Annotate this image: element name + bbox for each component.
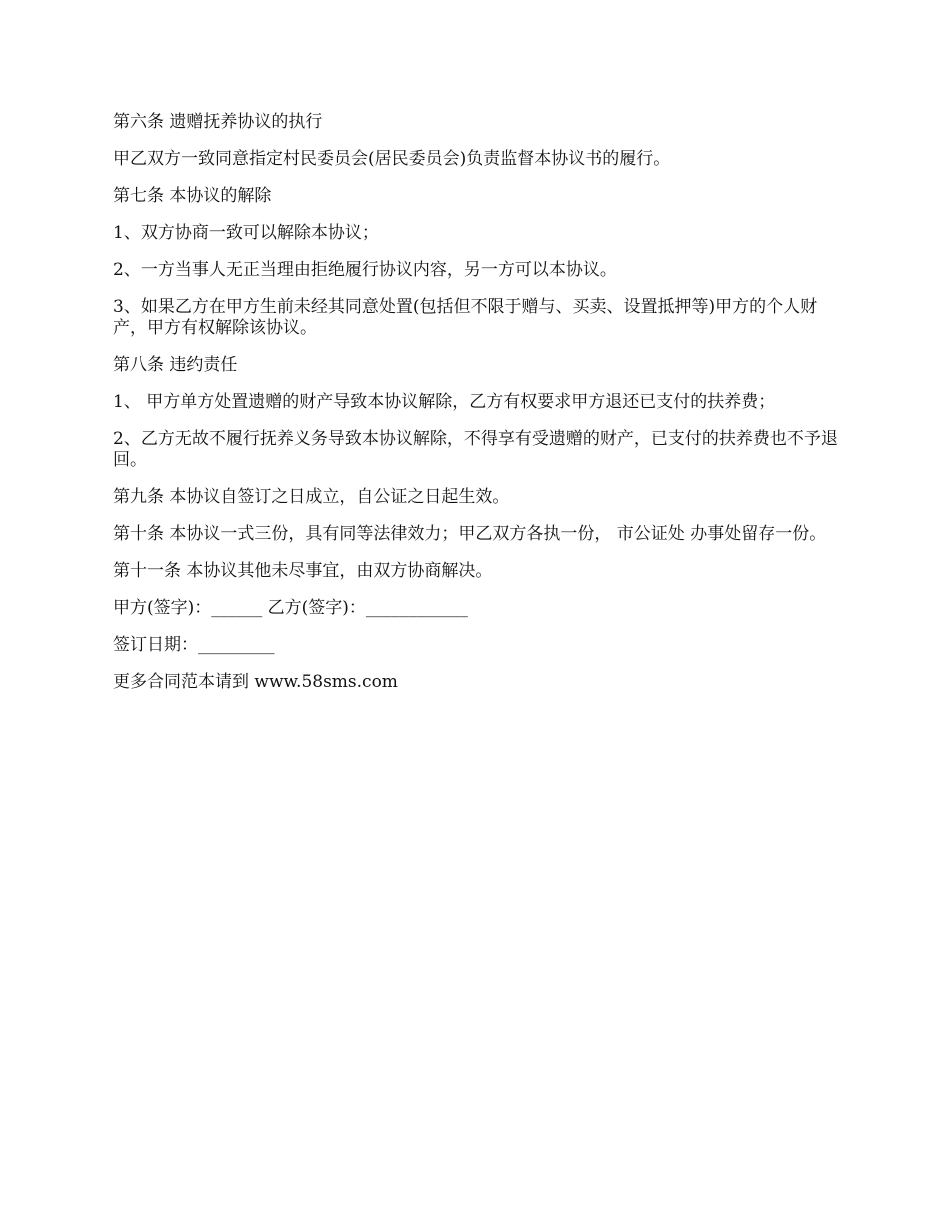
article-6-heading: 第六条 遗赠抚养协议的执行 <box>113 112 323 132</box>
article-7-item-2: 2、一方当事人无正当理由拒绝履行协议内容，另一方可以本协议。 <box>113 260 617 280</box>
article-7-item-3: 3、如果乙方在甲方生前未经其同意处置(包括但不限于赠与、买卖、设置抵押等)甲方的个人财产，甲方有权解除该协议。 <box>113 297 818 338</box>
article-8-item-2: 2、乙方无故不履行抚养义务导致本协议解除，不得享有受遗赠的财产，已支付的扶养费也不予退回。 <box>113 429 838 470</box>
article-7-heading: 第七条 本协议的解除 <box>113 186 272 206</box>
document-body <box>113 112 843 709</box>
article-8-item-1: 1、 甲方单方处置遗赠的财产导致本协议解除，乙方有权要求甲方退还已支付的扶养费； <box>113 392 776 412</box>
article-7-item-1: 1、双方协商一致可以解除本协议； <box>113 223 379 243</box>
article-6-text: 甲乙双方一致同意指定村民委员会(居民委员会)负责监督本协议书的履行。 <box>113 149 671 169</box>
signature-line: 甲方(签字)：______ 乙方(签字)：____________ <box>113 598 468 618</box>
article-8-heading: 第八条 违约责任 <box>113 355 238 375</box>
footer-link-text: 更多合同范本请到 www.58sms.com <box>113 672 398 692</box>
signing-date: 签订日期：_________ <box>113 635 275 655</box>
article-10: 第十条 本协议一式三份，具有同等法律效力；甲乙双方各执一份， 市公证处 办事处留存一份。 <box>113 524 827 544</box>
article-11: 第十一条 本协议其他未尽事宜，由双方协商解决。 <box>113 561 493 581</box>
article-9: 第九条 本协议自签订之日成立，自公证之日起生效。 <box>113 487 510 507</box>
